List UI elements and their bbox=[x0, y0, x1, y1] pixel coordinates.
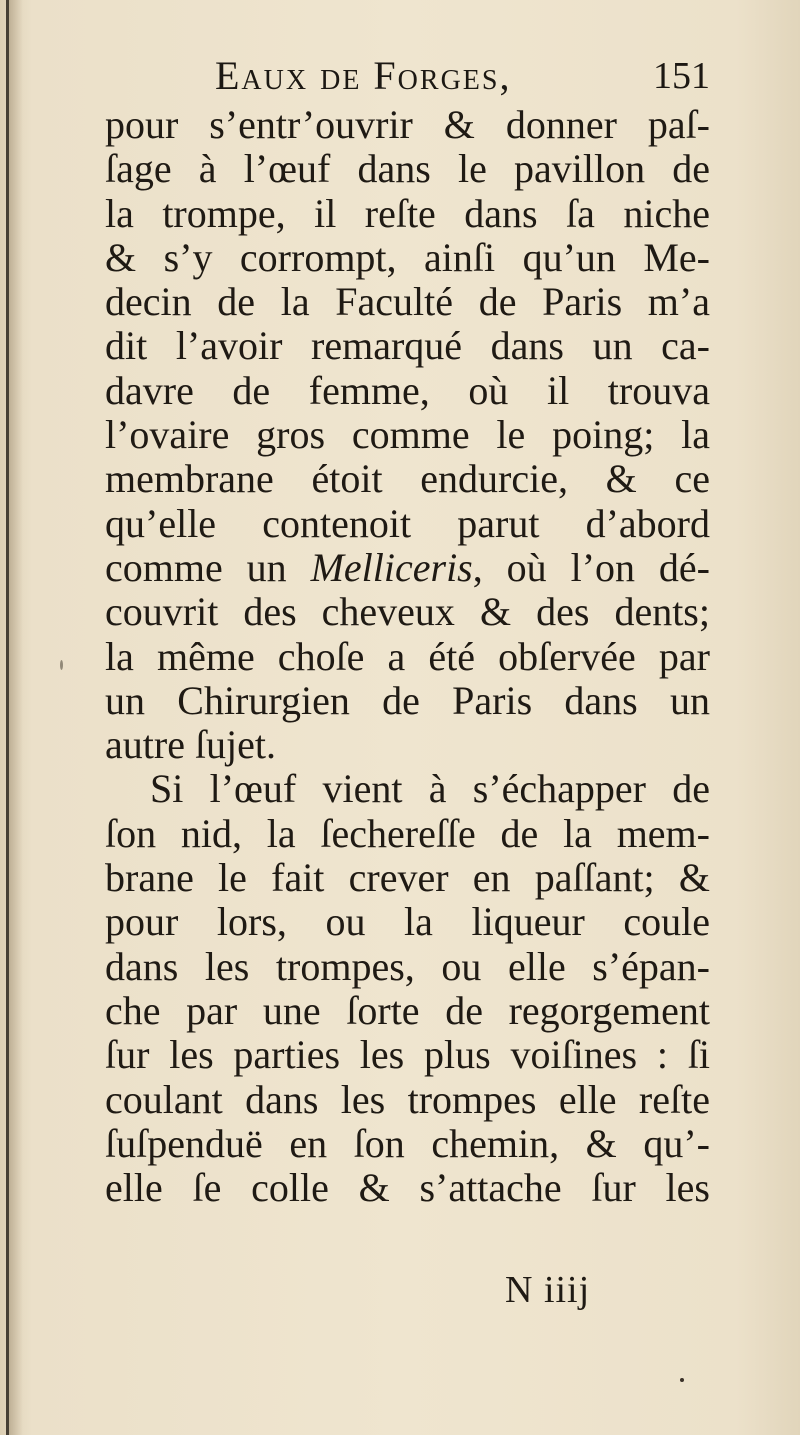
page-gutter-shadow bbox=[9, 0, 23, 1435]
text-line: l’ovaire gros comme le poing; la bbox=[105, 412, 710, 458]
paper-speck bbox=[680, 1378, 684, 1382]
text-line-with-italic bbox=[105, 546, 710, 590]
text-line: qu’elle contenoit parut d’abord bbox=[105, 500, 710, 546]
text-line: dit l’avoir remarqué dans un ca- bbox=[105, 323, 710, 369]
text-line: la même choſe a été obſervée par bbox=[105, 633, 710, 679]
text-line: dans les trompes, ou elle s’épan- bbox=[105, 943, 710, 989]
text-line: pour s’entr’ouvrir & donner paſ- bbox=[105, 102, 710, 147]
text-line: pour lors, ou la liqueur coule bbox=[105, 899, 710, 945]
paragraph-first-line: Si l’œuf vient à s’échapper de bbox=[150, 766, 710, 812]
body-text bbox=[105, 103, 710, 1210]
text-line: coulant dans les trompes elle reſte bbox=[105, 1076, 710, 1122]
text-line: brane le fait crever en paſſant; & bbox=[105, 855, 710, 901]
text-line: membrane étoit endurcie, & ce bbox=[105, 456, 710, 502]
text-line: ſur les parties les plus voiſines : ſi bbox=[105, 1032, 710, 1078]
text-segment: comme un bbox=[105, 544, 311, 590]
italic-term: Melliceris bbox=[310, 544, 473, 590]
text-line: la trompe, il reſte dans ſa niche bbox=[105, 190, 710, 236]
text-segment: , où l’on dé- bbox=[472, 544, 711, 590]
signature-mark: N iiij bbox=[505, 1269, 591, 1311]
page-number: 151 bbox=[653, 55, 710, 97]
text-line: couvrit des cheveux & des dents; bbox=[105, 589, 710, 635]
text-line: autre ſujet. bbox=[105, 722, 277, 768]
text-line: ſon nid, la ſechereſſe de la mem- bbox=[105, 810, 710, 856]
text-line: ſage à l’œuf dans le pavillon de bbox=[105, 146, 710, 192]
text-line: ſuſpenduë en ſon chemin, & qu’- bbox=[105, 1120, 710, 1166]
text-line: che par une ſorte de regorgement bbox=[105, 987, 710, 1033]
text-line: elle ſe colle & s’attache ſur les bbox=[105, 1165, 710, 1211]
paper-speck bbox=[60, 660, 63, 670]
text-line: davre de femme, où il trouva bbox=[105, 367, 710, 413]
page-header bbox=[105, 52, 710, 100]
running-title: Eaux de Forges, bbox=[215, 53, 512, 98]
text-line: & s’y corrompt, ainſi qu’un Me- bbox=[105, 234, 710, 280]
text-line: decin de la Faculté de Paris m’a bbox=[105, 279, 710, 325]
text-line: un Chirurgien de Paris dans un bbox=[105, 677, 710, 723]
